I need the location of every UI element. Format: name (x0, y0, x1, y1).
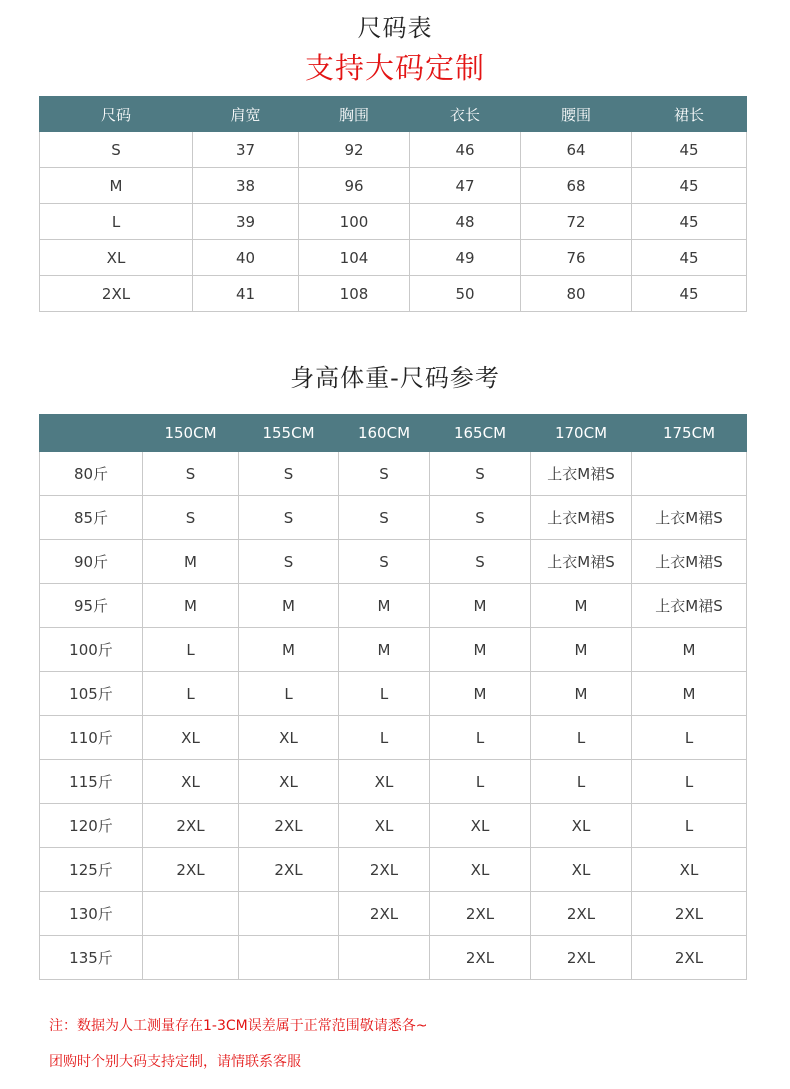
size-row-label: M (40, 168, 193, 204)
ref-cell: M (531, 628, 632, 672)
ref-row-label: 90斤 (40, 540, 143, 584)
ref-cell: 2XL (239, 848, 339, 892)
size-header-cell: 尺码 (40, 97, 193, 132)
ref-cell: M (430, 584, 531, 628)
ref-cell: M (531, 672, 632, 716)
ref-row-label: 105斤 (40, 672, 143, 716)
ref-cell: M (430, 628, 531, 672)
ref-cell: 上衣M裙S (531, 452, 632, 496)
ref-cell: XL (143, 716, 239, 760)
table-row (40, 540, 747, 584)
table-row (40, 804, 747, 848)
ref-cell: S (143, 496, 239, 540)
table-row (40, 496, 747, 540)
table-row (40, 628, 747, 672)
size-cell: 47 (410, 168, 521, 204)
ref-cell: 2XL (239, 804, 339, 848)
reference-title: 身高体重-尺码参考 (290, 364, 500, 392)
custom-order-note: 团购时个别大码支持定制，请情联系客服 (49, 1054, 301, 1070)
size-header-cell: 腰围 (521, 97, 632, 132)
ref-cell: XL (430, 848, 531, 892)
ref-cell: L (632, 804, 747, 848)
size-header-cell: 裙长 (632, 97, 747, 132)
size-cell: 48 (410, 204, 521, 240)
ref-cell: S (339, 452, 430, 496)
ref-cell: S (430, 452, 531, 496)
ref-cell: XL (239, 716, 339, 760)
ref-cell: S (239, 540, 339, 584)
ref-cell: S (339, 540, 430, 584)
size-cell: 39 (193, 204, 299, 240)
ref-row-label: 80斤 (40, 452, 143, 496)
ref-row-label: 130斤 (40, 892, 143, 936)
ref-cell: S (239, 452, 339, 496)
ref-cell: L (239, 672, 339, 716)
ref-cell: S (239, 496, 339, 540)
ref-cell: L (143, 672, 239, 716)
ref-cell: L (632, 760, 747, 804)
page-subtitle: 支持大码定制 (304, 51, 485, 85)
ref-cell: M (143, 540, 239, 584)
table-row (40, 452, 747, 496)
ref-header-cell: 150CM (143, 415, 239, 452)
ref-cell: 上衣M裙S (632, 584, 747, 628)
ref-cell: M (239, 628, 339, 672)
reference-header-row (40, 415, 747, 452)
size-chart-header-row (40, 97, 747, 132)
ref-cell: XL (339, 760, 430, 804)
ref-cell: 2XL (143, 848, 239, 892)
ref-cell: XL (430, 804, 531, 848)
size-cell: 40 (193, 240, 299, 276)
table-row (40, 132, 747, 168)
size-cell: 108 (299, 276, 410, 312)
ref-cell: M (339, 628, 430, 672)
ref-cell: 2XL (430, 936, 531, 980)
table-row (40, 584, 747, 628)
size-cell: 45 (632, 240, 747, 276)
ref-cell (632, 452, 747, 496)
ref-cell: S (430, 540, 531, 584)
ref-cell: L (430, 716, 531, 760)
ref-cell: XL (239, 760, 339, 804)
size-row-label: S (40, 132, 193, 168)
size-cell: 37 (193, 132, 299, 168)
ref-cell: XL (531, 848, 632, 892)
size-row-label: 2XL (40, 276, 193, 312)
ref-header-cell (40, 415, 143, 452)
size-cell: 100 (299, 204, 410, 240)
ref-header-cell: 170CM (531, 415, 632, 452)
ref-row-label: 115斤 (40, 760, 143, 804)
ref-cell: XL (143, 760, 239, 804)
size-cell: 45 (632, 276, 747, 312)
ref-cell: 2XL (339, 892, 430, 936)
page-title: 尺码表 (357, 14, 433, 42)
ref-cell: 2XL (531, 936, 632, 980)
table-row (40, 892, 747, 936)
table-row (40, 848, 747, 892)
size-cell: 46 (410, 132, 521, 168)
ref-cell: L (632, 716, 747, 760)
ref-cell: L (339, 672, 430, 716)
size-cell: 45 (632, 132, 747, 168)
ref-cell: 上衣M裙S (531, 540, 632, 584)
ref-cell (143, 892, 239, 936)
ref-cell: 2XL (632, 892, 747, 936)
size-header-cell: 衣长 (410, 97, 521, 132)
size-cell: 76 (521, 240, 632, 276)
ref-cell: S (143, 452, 239, 496)
ref-cell: M (632, 672, 747, 716)
ref-row-label: 120斤 (40, 804, 143, 848)
ref-cell: 2XL (339, 848, 430, 892)
ref-header-cell: 175CM (632, 415, 747, 452)
ref-cell (339, 936, 430, 980)
size-header-cell: 肩宽 (193, 97, 299, 132)
size-cell: 64 (521, 132, 632, 168)
table-row (40, 760, 747, 804)
size-row-label: XL (40, 240, 193, 276)
table-row (40, 276, 747, 312)
table-row (40, 672, 747, 716)
size-cell: 41 (193, 276, 299, 312)
ref-cell (239, 892, 339, 936)
ref-cell: 上衣M裙S (632, 496, 747, 540)
ref-cell: M (632, 628, 747, 672)
height-weight-reference-table (39, 414, 747, 980)
table-row (40, 936, 747, 980)
ref-cell: 2XL (430, 892, 531, 936)
table-row (40, 716, 747, 760)
ref-cell: L (531, 716, 632, 760)
size-cell: 104 (299, 240, 410, 276)
ref-header-cell: 165CM (430, 415, 531, 452)
measurement-note: 注：数据为人工测量存在1-3CM误差属于正常范围敬请悉各~ (49, 1018, 428, 1034)
ref-cell: 上衣M裙S (531, 496, 632, 540)
ref-cell: M (339, 584, 430, 628)
ref-cell (239, 936, 339, 980)
ref-row-label: 125斤 (40, 848, 143, 892)
ref-cell: L (531, 760, 632, 804)
ref-cell: L (143, 628, 239, 672)
ref-cell: M (143, 584, 239, 628)
ref-cell: L (430, 760, 531, 804)
ref-cell: S (430, 496, 531, 540)
size-chart-table (39, 96, 747, 312)
ref-cell: 上衣M裙S (632, 540, 747, 584)
size-cell: 49 (410, 240, 521, 276)
size-cell: 45 (632, 168, 747, 204)
ref-cell: XL (632, 848, 747, 892)
ref-row-label: 110斤 (40, 716, 143, 760)
size-cell: 68 (521, 168, 632, 204)
ref-cell: 2XL (143, 804, 239, 848)
size-header-cell: 胸围 (299, 97, 410, 132)
ref-cell: S (339, 496, 430, 540)
ref-cell: XL (339, 804, 430, 848)
size-row-label: L (40, 204, 193, 240)
size-cell: 96 (299, 168, 410, 204)
ref-cell: 2XL (632, 936, 747, 980)
ref-cell: L (339, 716, 430, 760)
size-cell: 45 (632, 204, 747, 240)
ref-row-label: 135斤 (40, 936, 143, 980)
ref-cell: M (430, 672, 531, 716)
size-cell: 72 (521, 204, 632, 240)
size-cell: 50 (410, 276, 521, 312)
size-cell: 80 (521, 276, 632, 312)
size-cell: 92 (299, 132, 410, 168)
ref-row-label: 85斤 (40, 496, 143, 540)
ref-row-label: 100斤 (40, 628, 143, 672)
ref-cell: M (239, 584, 339, 628)
ref-cell: 2XL (531, 892, 632, 936)
table-row (40, 168, 747, 204)
ref-cell: XL (531, 804, 632, 848)
ref-cell (143, 936, 239, 980)
table-row (40, 240, 747, 276)
ref-header-cell: 155CM (239, 415, 339, 452)
ref-cell: M (531, 584, 632, 628)
ref-row-label: 95斤 (40, 584, 143, 628)
ref-header-cell: 160CM (339, 415, 430, 452)
table-row (40, 204, 747, 240)
size-cell: 38 (193, 168, 299, 204)
